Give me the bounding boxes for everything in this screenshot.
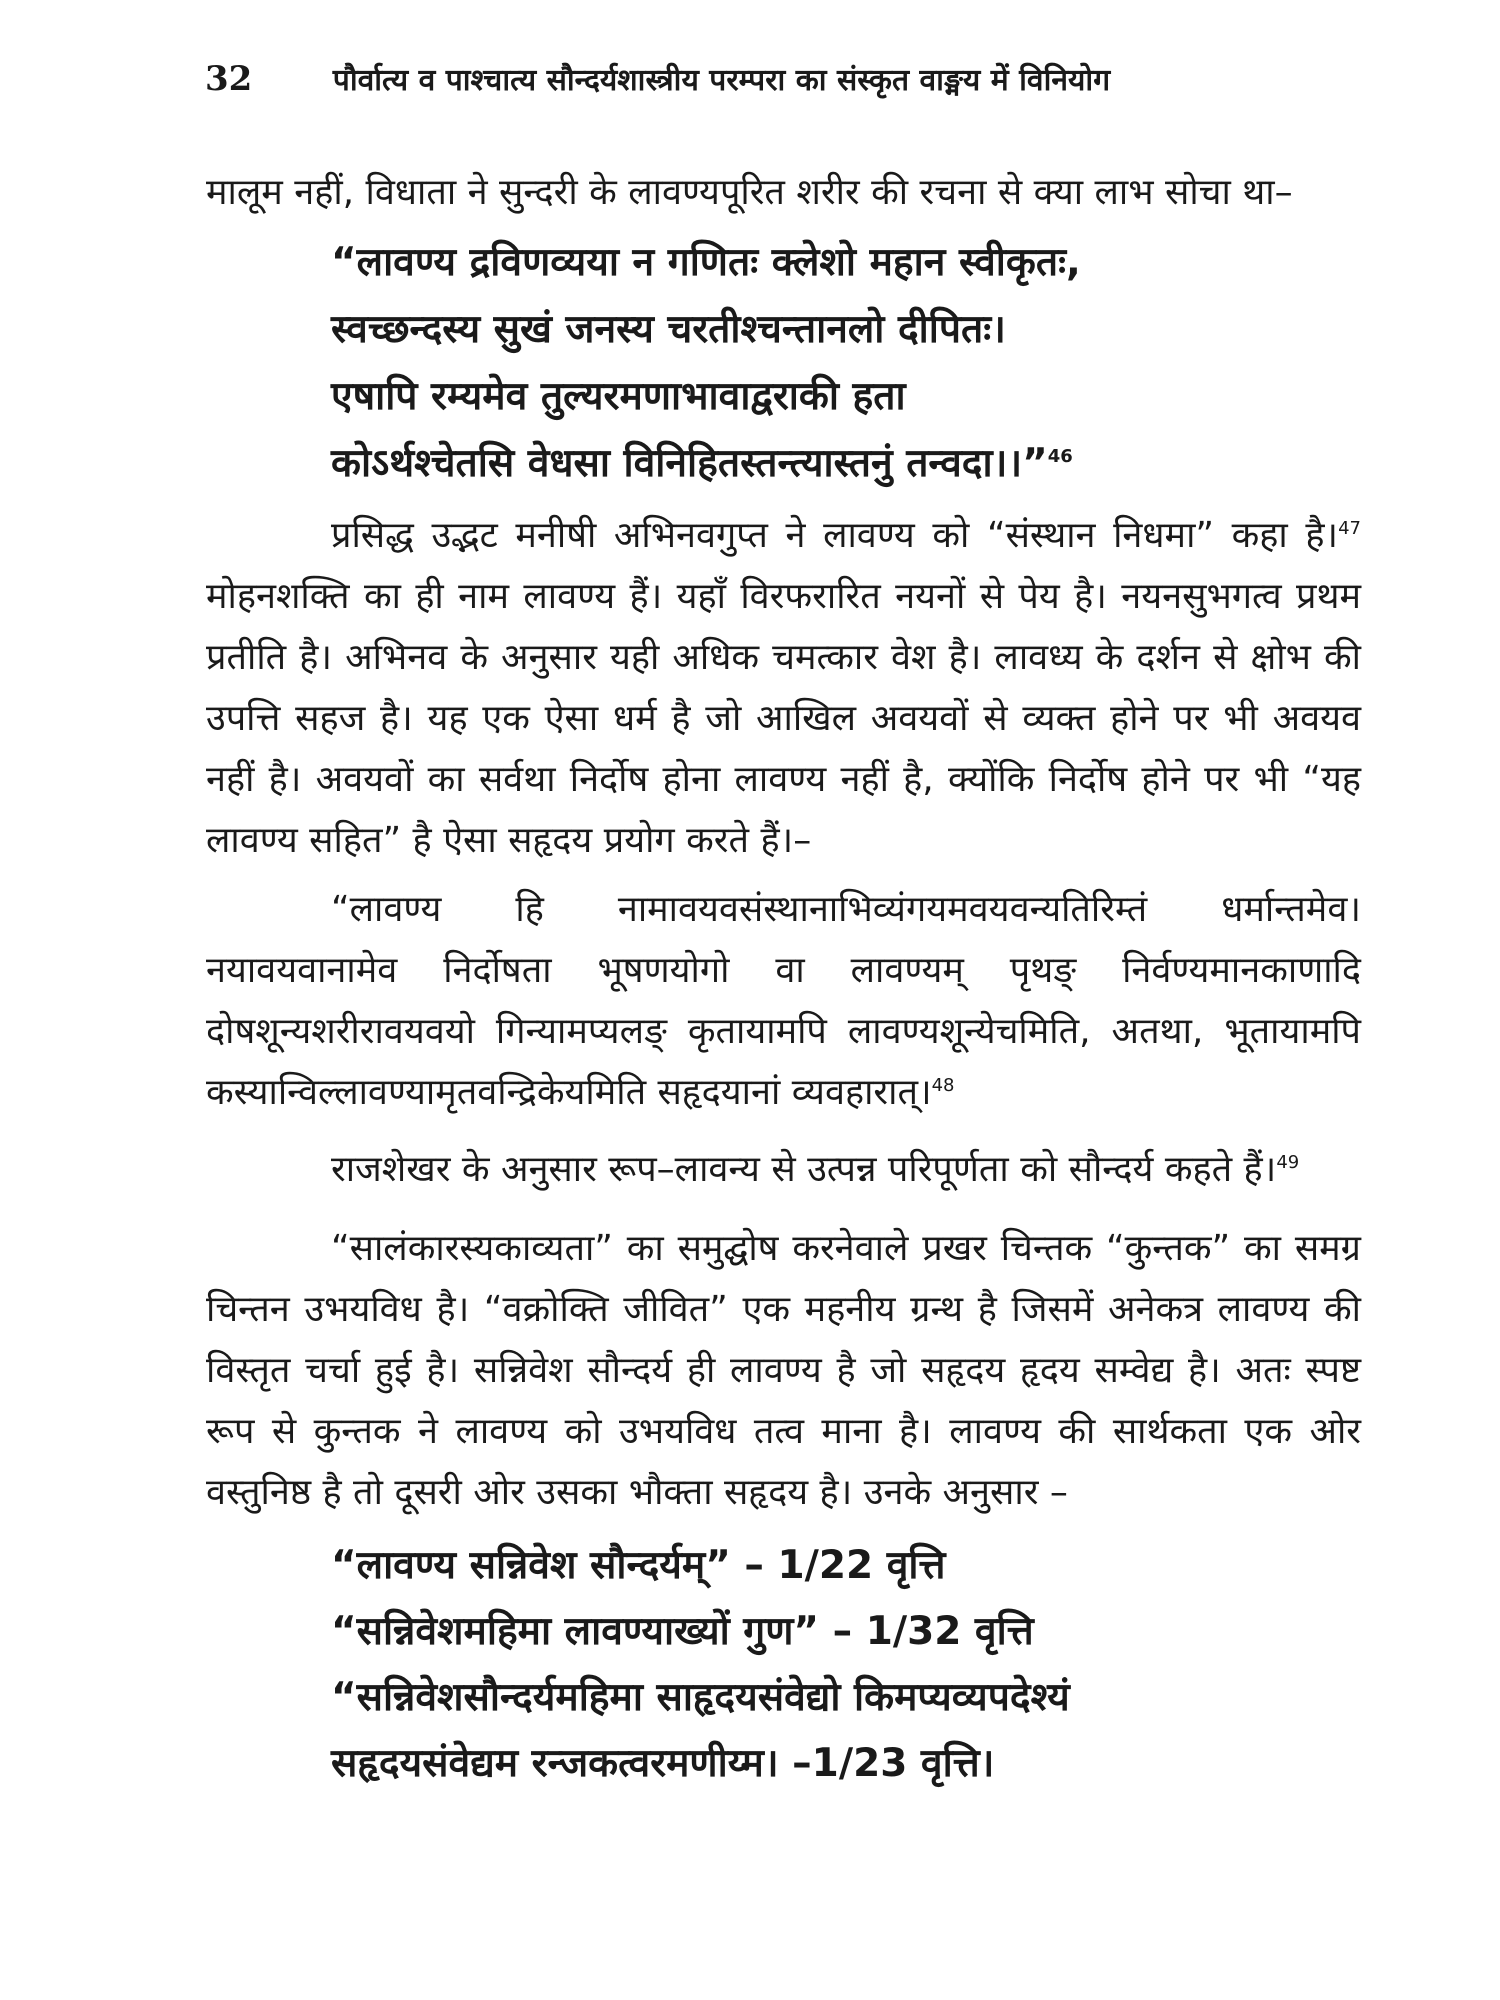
verse-line: एषापि रम्यमेव तुल्यरमणाभावाद्वराकी हता xyxy=(331,374,906,419)
verse-line xyxy=(331,430,1361,497)
paragraph-kuntaka: “सालंकारस्यकाव्यता” का समुद्घोष करनेवाले प्रखर चिन्तक “कुन्तक” का समग्र चिन्तन उभयविध है। “वक्रोक्ति जीवित” एक महनीय ग्रन्थ है जिसमें अनेकत्र लावण्य की विस्तृत चर्चा हुई है। सन्निवेश सौन्दर्य ही लावण्य है जो सहृदय हृदय सम्वेद्य है। अतः स्पष्ट रूप से कुन्तक ने लावण्य को उभयविध तत्व माना है। लावण्य की सार्थकता एक ओर वस्तुनिष्ठ है तो दूसरी ओर उसका भौक्ता सहृदय है। उनके अनुसार – xyxy=(206,1228,1361,1513)
running-title: पौर्वात्य व पाश्चात्य सौन्दर्यशास्त्रीय परम्परा का संस्कृत वाङ्मय में विनियोग xyxy=(332,63,1111,98)
verse-line: सहृदयसंवेद्यम रन्जकत्वरमणीय्म। –1/23 वृत्ति। xyxy=(331,1741,995,1786)
verse-block-2 xyxy=(206,1533,1361,1797)
quote-text: “लावण्य हि नामावयवसंस्थानाभिव्यंगयमवयवन्यतिरिम्तं धर्मान्तमेव। नयावयवानामेव निर्दोषता भूषणयोगो वा लावण्यम् पृथङ् निर्वण्यमानकाणादि दोषशून्यशरीरावयवयो गिन्यामप्यलङ् कृतायामपि लावण्यशून्येचमिति, अतथा, भूतायामपि कस्यान्विल्लावण्यामृतवन्द्रिकेयमिति सहृदयानां व्यवहारात्। xyxy=(206,889,1361,1113)
verse-line: “लावण्य सन्निवेश सौन्दर्यम्” – 1/22 वृत्ति xyxy=(331,1543,946,1588)
paragraph-rajashekhara xyxy=(206,1139,1361,1200)
page-number: 32 xyxy=(205,59,253,99)
page-body xyxy=(206,162,1361,1797)
paragraph-text: राजशेखर के अनुसार रूप–लावन्य से उत्पन्न परिपूर्णता को सौन्दर्य कहते हैं। xyxy=(331,1149,1277,1190)
paragraph-abhinavagupta xyxy=(206,505,1361,871)
verse-line: “सन्निवेशमहिमा लावण्याख्यों गुण” – 1/32 वृत्ति xyxy=(331,1609,1034,1654)
running-header xyxy=(205,58,1305,99)
verse-line: “सन्निवेशसौन्दर्यमहिमा साहृदयसंवेद्यो किमप्यव्यपदेश्यं xyxy=(331,1675,1070,1720)
footnote-ref-48: 48 xyxy=(931,1075,955,1096)
footnote-ref-46: 46 xyxy=(1047,446,1073,467)
sanskrit-quote-paragraph xyxy=(206,879,1361,1123)
verse-line-text: कोऽर्थश्चेतसि वेधसा विनिहितस्तन्त्यास्तनुं तन्वदा।।” xyxy=(331,441,1048,486)
footnote-ref-47: 47 xyxy=(1338,518,1361,539)
paragraph-text: प्रसिद्ध उद्भट मनीषी अभिनवगुप्त ने लावण्य को “संस्थान निधमा” कहा है। xyxy=(331,515,1339,556)
verse-line: “लावण्य द्रविणव्यया न गणितः क्लेशो महान स्वीकृतः, xyxy=(331,240,1081,285)
footnote-ref-49: 49 xyxy=(1276,1152,1300,1173)
intro-paragraph: मालूम नहीं, विधाता ने सुन्दरी के लावण्यपूरित शरीर की रचना से क्या लाभ सोचा था– xyxy=(206,172,1293,213)
paragraph-text: मोहनशक्ति का ही नाम लावण्य हैं। यहाँ विरफरारित नयनों से पेय है। नयनसुभगत्व प्रथम प्रतीति है। अभिनव के अनुसार यही अधिक चमत्कार वेश है। लावध्य के दर्शन से क्षोभ की उपत्ति सहज है। यह एक ऐसा धर्म है जो आखिल अवयवों से व्यक्त होने पर भी अवयव नहीं है। अवयवों का सर्वथा निर्दोष होना लावण्य नहीं है, क्योंकि निर्दोष होने पर भी “यह लावण्य सहित” है ऐसा सहृदय प्रयोग करते हैं।– xyxy=(206,576,1361,861)
verse-line: स्वच्छन्दस्य सुखं जनस्य चरतीश्चन्तानलो दीपितः। xyxy=(331,307,1006,352)
verse-block-1 xyxy=(206,229,1361,497)
